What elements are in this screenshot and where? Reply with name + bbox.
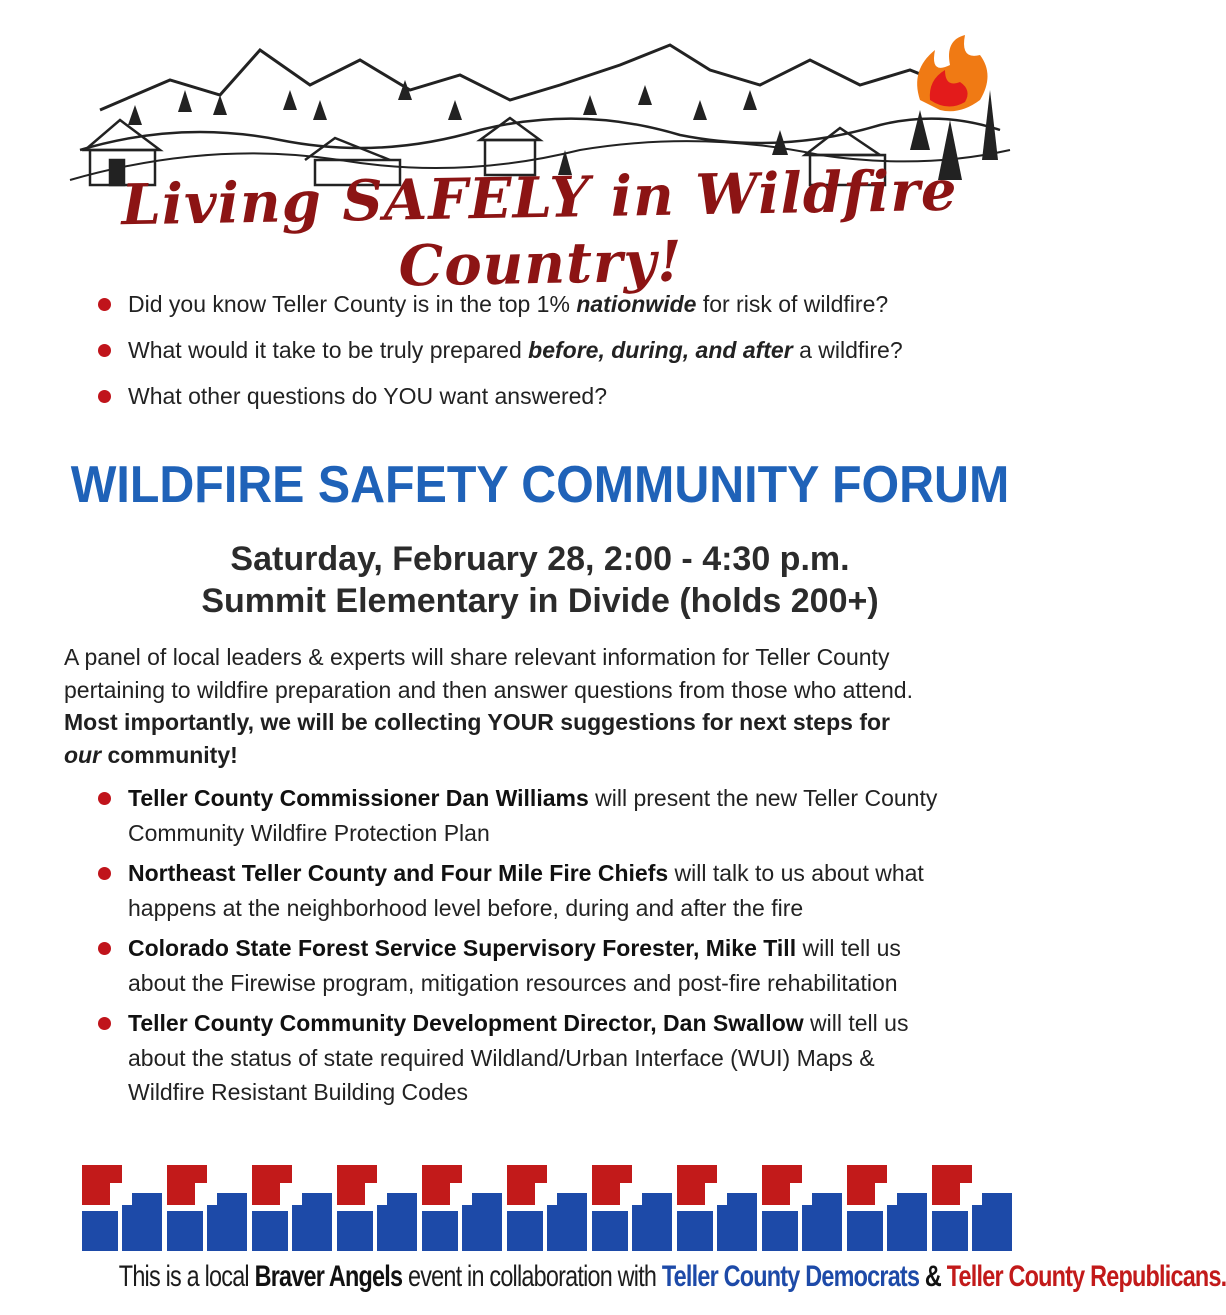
logo-square [875, 1183, 897, 1205]
logo-square [280, 1183, 302, 1205]
bullet-dot-icon [98, 298, 111, 311]
logo-square [337, 1211, 373, 1251]
list-item: Teller County Commissioner Dan Williams will present the new Teller County Community Wildfire Protection Plan [96, 780, 1026, 850]
logo-square [507, 1211, 543, 1251]
list-item: Northeast Teller County and Four Mile Fire Chiefs will talk to us about what happens at the neighborhood level before, during and after the fire [96, 855, 1026, 925]
list-item: Teller County Community Development Director, Dan Swallow will tell us about the status of state required Wildland/Urban Interface (WUI) Maps & Wildfire Resistant Building Codes [96, 1005, 1026, 1109]
logo-square [195, 1183, 217, 1205]
list-item: What other questions do YOU want answered? [96, 382, 1016, 410]
logo-square [790, 1183, 812, 1205]
list-item: Colorado State Forest Service Supervisory Forester, Mike Till will tell us about the Firewise program, mitigation resources and post-fire rehabilitation [96, 930, 1026, 1000]
logo-square [620, 1183, 642, 1205]
logo-square [762, 1211, 798, 1251]
logo-square [422, 1211, 458, 1251]
logo-square [592, 1211, 628, 1251]
banner-title: Living SAFELY in Wildfire Country! [120, 157, 958, 300]
logo-square [847, 1211, 883, 1251]
bullet-dot-icon [98, 942, 111, 955]
bullet-dot-icon [98, 390, 111, 403]
footer-credit: This is a local Braver Angels event in collaboration with Teller County Democrats & Teller County Republicans. [118, 1260, 1226, 1293]
braver-angels-logo [80, 1163, 1000, 1253]
logo-square [167, 1211, 203, 1251]
intro-paragraph: A panel of local leaders & experts will share relevant information for Teller County pertaining to wildfire preparation and then answer questions from those who attend. Most importantly, we will be collecting YOUR suggestions for next steps for our community! [64, 644, 913, 768]
list-item: What would it take to be truly prepared before, during, and after a wildfire? [96, 336, 1016, 364]
logo-square [110, 1183, 132, 1205]
logo-square [705, 1183, 727, 1205]
event-location: Summit Elementary in Divide (holds 200+) [201, 582, 879, 620]
logo-square [82, 1211, 118, 1251]
event-date: Saturday, February 28, 2:00 - 4:30 p.m. [230, 540, 850, 578]
logo-square [960, 1183, 982, 1205]
logo-square [535, 1183, 557, 1205]
bullet-dot-icon [98, 344, 111, 357]
page-title: WILDFIRE SAFETY COMMUNITY FORUM [70, 456, 1010, 514]
bullet-dot-icon [98, 867, 111, 880]
logo-square [677, 1211, 713, 1251]
question-list [96, 290, 1016, 428]
logo-square [365, 1183, 387, 1205]
bullet-dot-icon [98, 792, 111, 805]
bullet-dot-icon [98, 1017, 111, 1030]
list-item: Did you know Teller County is in the top 1% nationwide for risk of wildfire? [96, 290, 1016, 318]
logo-square [450, 1183, 472, 1205]
logo-square [932, 1211, 968, 1251]
speaker-list [96, 780, 1026, 1114]
logo-square [252, 1211, 288, 1251]
